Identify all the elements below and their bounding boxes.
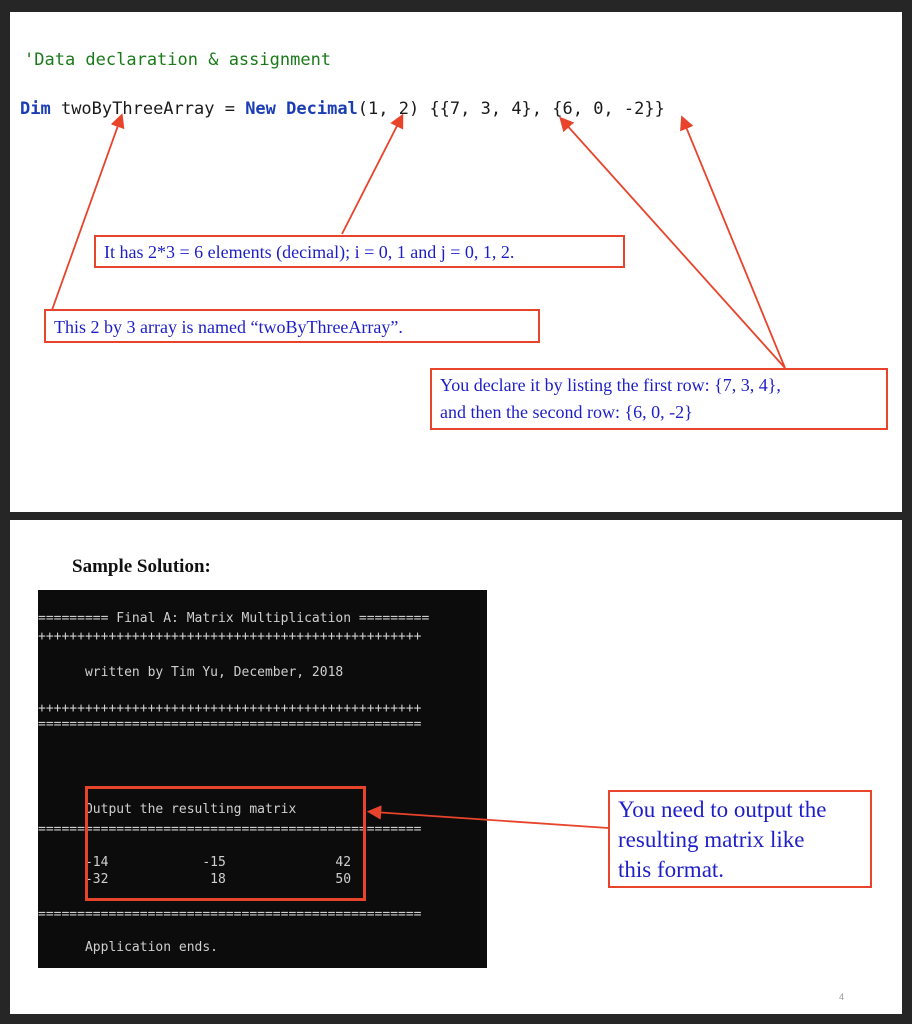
console-app-ends: Application ends.	[38, 940, 219, 955]
sample-solution-heading: Sample Solution:	[72, 556, 211, 577]
code-initializer: (1, 2) {{7, 3, 4}, {6, 0, -2}}	[357, 99, 665, 119]
callout-declare	[430, 368, 888, 430]
arrow-name	[52, 120, 120, 310]
slide-array-declaration	[10, 12, 902, 512]
keyword-new: New	[245, 99, 276, 119]
console-output-label: Output the resulting matrix	[38, 802, 297, 817]
callout-output-line3: this format.	[618, 857, 725, 882]
page-number: 4	[838, 992, 844, 1002]
console-separator-plus: +++++++++++++++++++++++++++++++++++++++++++++++++	[38, 629, 422, 644]
slide-sample-solution	[10, 520, 902, 1014]
keyword-decimal: Decimal	[275, 99, 358, 119]
code-variable: twoByThreeArray =	[50, 99, 246, 119]
console-separator-equals: =================================================	[38, 717, 422, 732]
console-author: written by Tim Yu, December, 2018	[38, 665, 344, 680]
callout-array-name	[44, 309, 540, 343]
callout-declare-line1: You declare it by listing the first row: {7, 3, 4},	[440, 375, 781, 395]
console-separator-equals: =================================================	[38, 822, 422, 837]
callout-output-line2: resulting matrix like	[618, 827, 805, 852]
keyword-dim: Dim	[20, 99, 51, 119]
code-comment: 'Data declaration & assignment	[24, 50, 332, 70]
callout-output-format	[608, 790, 872, 888]
arrow-output	[374, 812, 608, 828]
matrix-row: -32 18 50	[38, 872, 352, 887]
callout-elements-text: It has 2*3 = 6 elements (decimal); i = 0, 1 and j = 0, 1, 2.	[104, 242, 515, 262]
callout-declare-line2: and then the second row: {6, 0, -2}	[440, 402, 693, 422]
callout-output-line1: You need to output the	[618, 797, 827, 822]
arrow-second-row	[684, 122, 785, 368]
callout-array-name-text: This 2 by 3 array is named “twoByThreeArray”.	[54, 317, 403, 337]
console-separator-plus: +++++++++++++++++++++++++++++++++++++++++++++++++	[38, 701, 422, 716]
arrow-elements	[342, 120, 400, 234]
matrix-row: -14 -15 42	[38, 855, 352, 870]
annotation-arrow-output	[10, 520, 902, 1014]
callout-elements	[94, 235, 625, 268]
console-separator-equals: =================================================	[38, 907, 422, 922]
console-title: ========= Final A: Matrix Multiplication =========	[38, 611, 430, 626]
